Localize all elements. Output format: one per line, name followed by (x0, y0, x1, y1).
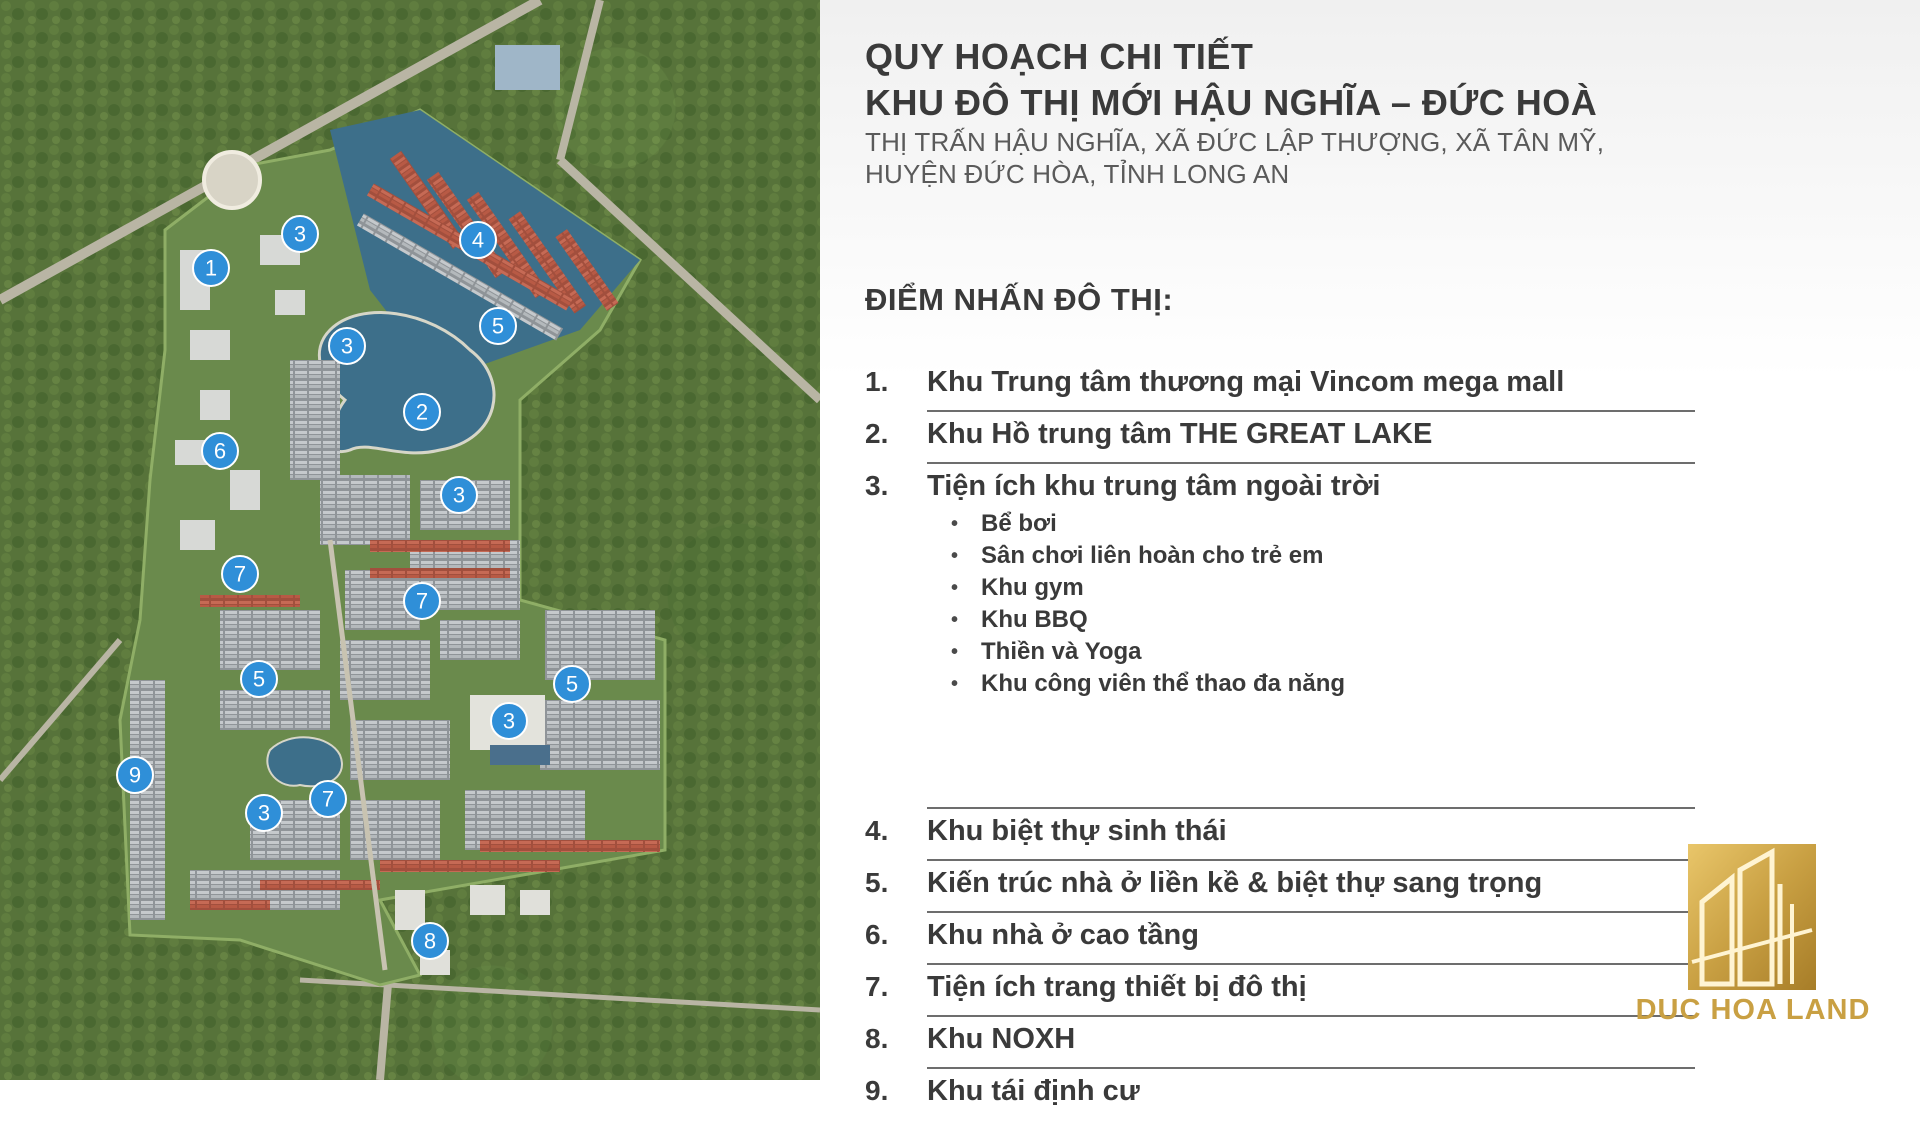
section-heading: ĐIỂM NHẤN ĐÔ THỊ: (865, 282, 1174, 317)
svg-text:5: 5 (491, 313, 505, 339)
svg-text:7: 7 (415, 588, 429, 614)
marker[interactable] (491, 703, 527, 739)
feature-number: 5. (865, 867, 889, 898)
roundabout (204, 152, 260, 208)
building-logo-icon (1688, 844, 1816, 990)
marker[interactable] (117, 757, 153, 793)
feature-item (865, 913, 1695, 965)
feature-number: 8. (865, 1023, 889, 1054)
svg-text:3: 3 (340, 333, 354, 359)
svg-text:3: 3 (257, 800, 271, 826)
feature-label: Khu Hồ trung tâm THE GREAT LAKE (927, 417, 1433, 450)
feature-item (865, 464, 1695, 809)
svg-text:3: 3 (502, 708, 516, 734)
svg-text:7: 7 (321, 786, 335, 812)
feature-item (865, 412, 1695, 464)
svg-text:1: 1 (204, 255, 218, 281)
factory-building (495, 45, 560, 90)
brand-name: DUC HOA LAND (1635, 994, 1871, 1026)
feature-item (865, 861, 1695, 913)
svg-text:3: 3 (293, 221, 307, 247)
marker[interactable] (202, 433, 238, 469)
feature-number: 1. (865, 366, 889, 397)
amenity-sub-list (865, 508, 1695, 700)
svg-text:5: 5 (252, 666, 266, 692)
feature-label: Khu biệt thự sinh thái (927, 814, 1227, 847)
title-block (865, 34, 1604, 190)
svg-text:3: 3 (452, 482, 466, 508)
pond-south (267, 737, 342, 786)
brand-logo (1618, 844, 1888, 1034)
feature-item (865, 809, 1695, 861)
marker[interactable] (480, 308, 516, 344)
feature-number: 7. (865, 971, 889, 1002)
svg-text:6: 6 (213, 438, 227, 464)
svg-text:5: 5 (565, 671, 579, 697)
marker[interactable] (404, 394, 440, 430)
sub-item: • Khu BBQ (951, 604, 1695, 636)
feature-label: Khu NOXH (927, 1022, 1076, 1055)
sub-item: • Khu gym (951, 572, 1695, 604)
feature-number: 2. (865, 418, 889, 449)
masterplan-map (0, 0, 820, 1080)
svg-text:2: 2 (415, 399, 429, 425)
marker[interactable] (282, 216, 318, 252)
feature-number: 6. (865, 919, 889, 950)
marker[interactable] (554, 666, 590, 702)
feature-number: 9. (865, 1075, 889, 1106)
svg-text:4: 4 (471, 227, 485, 253)
sub-item: • Sân chơi liên hoàn cho trẻ em (951, 540, 1695, 572)
svg-text:8: 8 (423, 928, 437, 954)
feature-label: Tiện ích trang thiết bị đô thị (927, 970, 1307, 1003)
sub-item: • Thiền và Yoga (951, 636, 1695, 668)
page-title-line1: QUY HOẠCH CHI TIẾT (865, 36, 1254, 77)
feature-number: 3. (865, 470, 889, 501)
pool-east (490, 745, 550, 765)
marker[interactable] (246, 795, 282, 831)
marker[interactable] (412, 923, 448, 959)
marker[interactable] (441, 477, 477, 513)
marker[interactable] (460, 222, 496, 258)
sub-item: • Khu công viên thể thao đa năng (951, 668, 1695, 700)
feature-number: 4. (865, 815, 889, 846)
subtitle-line1: THỊ TRẤN HẬU NGHĨA, XÃ ĐỨC LẬP THƯỢNG, XÃ TÂN MỸ, (865, 127, 1605, 157)
feature-label: Tiện ích khu trung tâm ngoài trời (927, 469, 1381, 502)
feature-label: Khu tái định cư (927, 1074, 1140, 1107)
svg-text:7: 7 (233, 561, 247, 587)
subtitle-line2: HUYỆN ĐỨC HÒA, TỈNH LONG AN (865, 159, 1290, 189)
feature-label: Kiến trúc nhà ở liền kề & biệt thự sang trọng (927, 866, 1543, 899)
masterplan-svg (0, 0, 820, 1080)
feature-item (865, 965, 1695, 1017)
svg-text:9: 9 (128, 762, 142, 788)
feature-label: Khu Trung tâm thương mại Vincom mega mall (927, 365, 1565, 398)
marker[interactable] (222, 556, 258, 592)
page-title-line2: KHU ĐÔ THỊ MỚI HẬU NGHĨA – ĐỨC HOÀ (865, 82, 1598, 123)
marker[interactable] (404, 583, 440, 619)
sub-item: • Bể bơi (951, 508, 1695, 540)
marker[interactable] (329, 328, 365, 364)
feature-item (865, 1069, 1695, 1121)
feature-item (865, 1017, 1695, 1069)
marker[interactable] (310, 781, 346, 817)
marker[interactable] (241, 661, 277, 697)
feature-item (865, 360, 1695, 412)
features-list (865, 360, 1695, 1121)
marker[interactable] (193, 250, 229, 286)
feature-label: Khu nhà ở cao tầng (927, 918, 1199, 951)
